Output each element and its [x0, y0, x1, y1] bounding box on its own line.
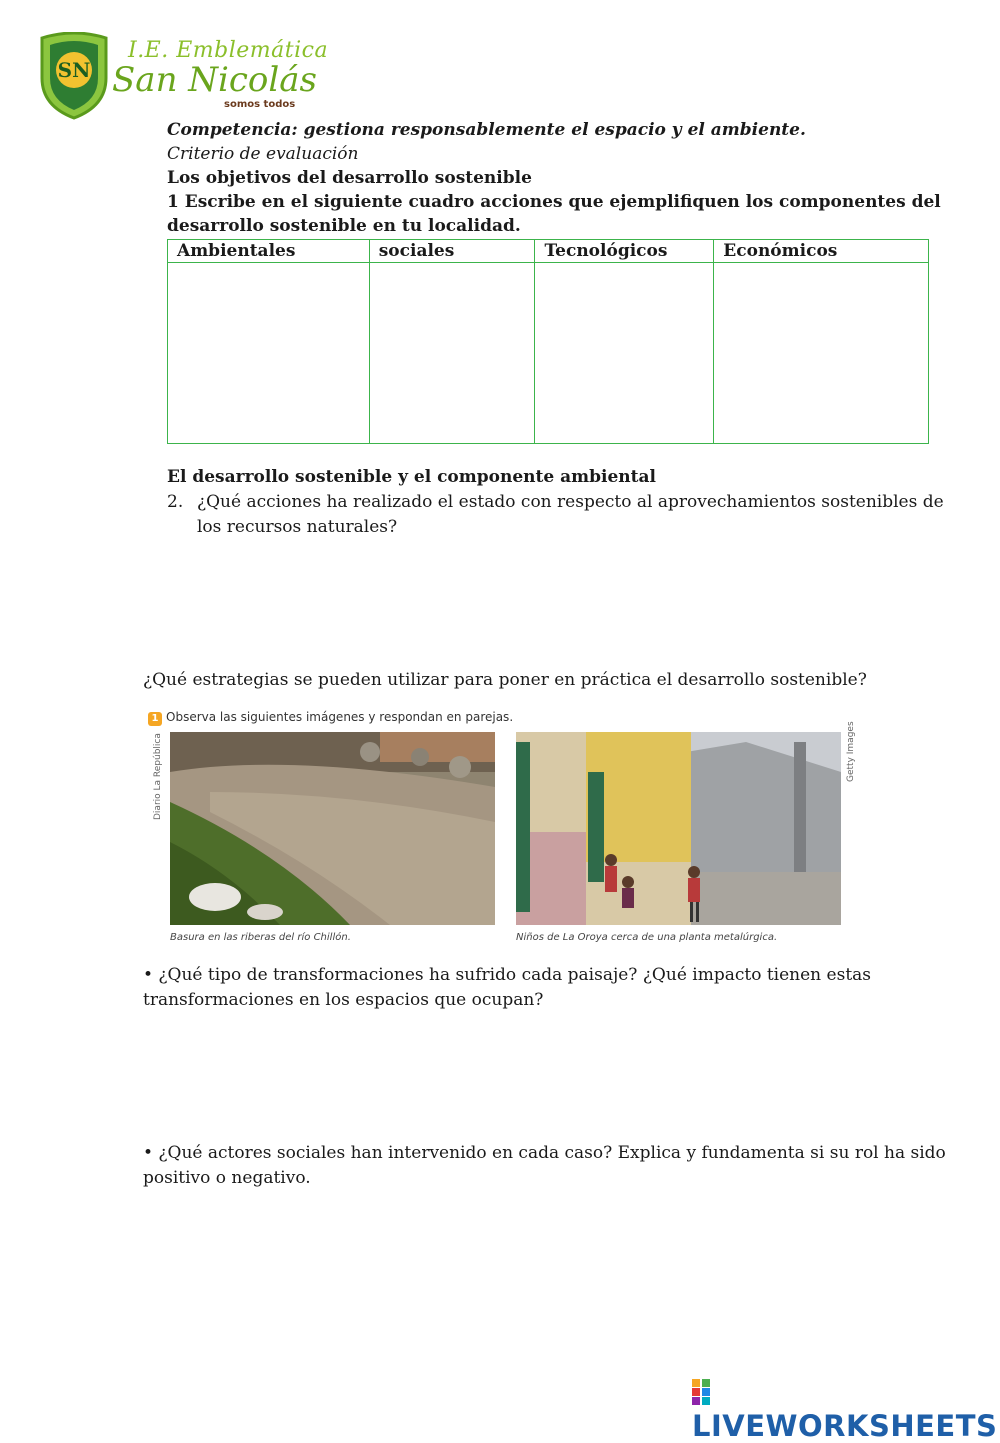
photo-la-oroya	[516, 732, 841, 925]
photo-river-trash	[170, 732, 495, 925]
answer-area-question-2[interactable]	[167, 545, 927, 655]
right-photo-caption: Niños de La Oroya cerca de una planta metalúrgica.	[516, 932, 778, 943]
question-3: ¿Qué estrategias se pueden utilizar para poner en práctica el desarrollo sostenible?	[143, 670, 867, 690]
activity-number-badge: 1	[148, 712, 162, 726]
question-4-line1: • ¿Qué tipo de transformaciones ha sufrido cada paisaje? ¿Qué impacto tienen estas	[143, 965, 872, 985]
answer-cell-tecnologicos[interactable]	[535, 263, 714, 444]
components-table	[167, 239, 929, 444]
question-1-line1: 1 Escribe en el siguiente cuadro acciones que ejemplifiquen los componentes del	[167, 192, 941, 212]
section-2-heading: El desarrollo sostenible y el componente ambiental	[167, 467, 656, 487]
school-shield-logo	[38, 32, 110, 120]
column-header-sociales: sociales	[369, 240, 535, 263]
liveworksheets-logo-icon	[692, 1379, 710, 1405]
figure-instruction	[148, 710, 513, 726]
question-2-line2: los recursos naturales?	[197, 517, 398, 537]
objetivos-heading: Los objetivos del desarrollo sostenible	[167, 168, 532, 188]
competencia-text: Competencia: gestiona responsablemente el espacio y el ambiente.	[167, 120, 806, 140]
figure-instruction-text: Observa las siguientes imágenes y respondan en parejas.	[166, 710, 514, 724]
column-header-economicos: Económicos	[714, 240, 929, 263]
svg-text:SN: SN	[57, 58, 91, 82]
column-header-ambientales: Ambientales	[168, 240, 370, 263]
column-header-tecnologicos: Tecnológicos	[535, 240, 714, 263]
answer-cell-ambientales[interactable]	[168, 263, 370, 444]
question-2-line1: ¿Qué acciones ha realizado el estado con respecto al aprovechamientos sostenibles de	[197, 492, 944, 512]
right-photo-credit: Getty Images	[846, 721, 856, 782]
answer-cell-economicos[interactable]	[714, 263, 929, 444]
question-5-line2: positivo o negativo.	[143, 1168, 311, 1188]
question-4-line2: transformaciones en los espacios que ocupan?	[143, 990, 544, 1010]
left-photo-caption: Basura en las riberas del río Chillón.	[170, 932, 351, 943]
school-motto: somos todos	[224, 99, 296, 110]
criterio-text: Criterio de evaluación	[167, 144, 359, 164]
question-5-line1: • ¿Qué actores sociales han intervenido en cada caso? Explica y fundamenta si su rol ha sido	[143, 1143, 946, 1163]
liveworksheets-brand-text: LIVEWORKSHEETS	[692, 1409, 998, 1443]
answer-area-question-5[interactable]	[143, 1200, 923, 1350]
question-1-line2: desarrollo sostenible en tu localidad.	[167, 216, 521, 236]
school-name-line1: I.E. Emblemática	[128, 38, 329, 63]
answer-area-question-4[interactable]	[143, 1020, 923, 1130]
school-name-line2: San Nicolás	[112, 60, 317, 100]
liveworksheets-brand	[692, 1375, 1000, 1443]
left-photo-credit: Diario La República	[153, 733, 163, 820]
answer-cell-sociales[interactable]	[369, 263, 535, 444]
question-2-number: 2.	[167, 492, 184, 512]
